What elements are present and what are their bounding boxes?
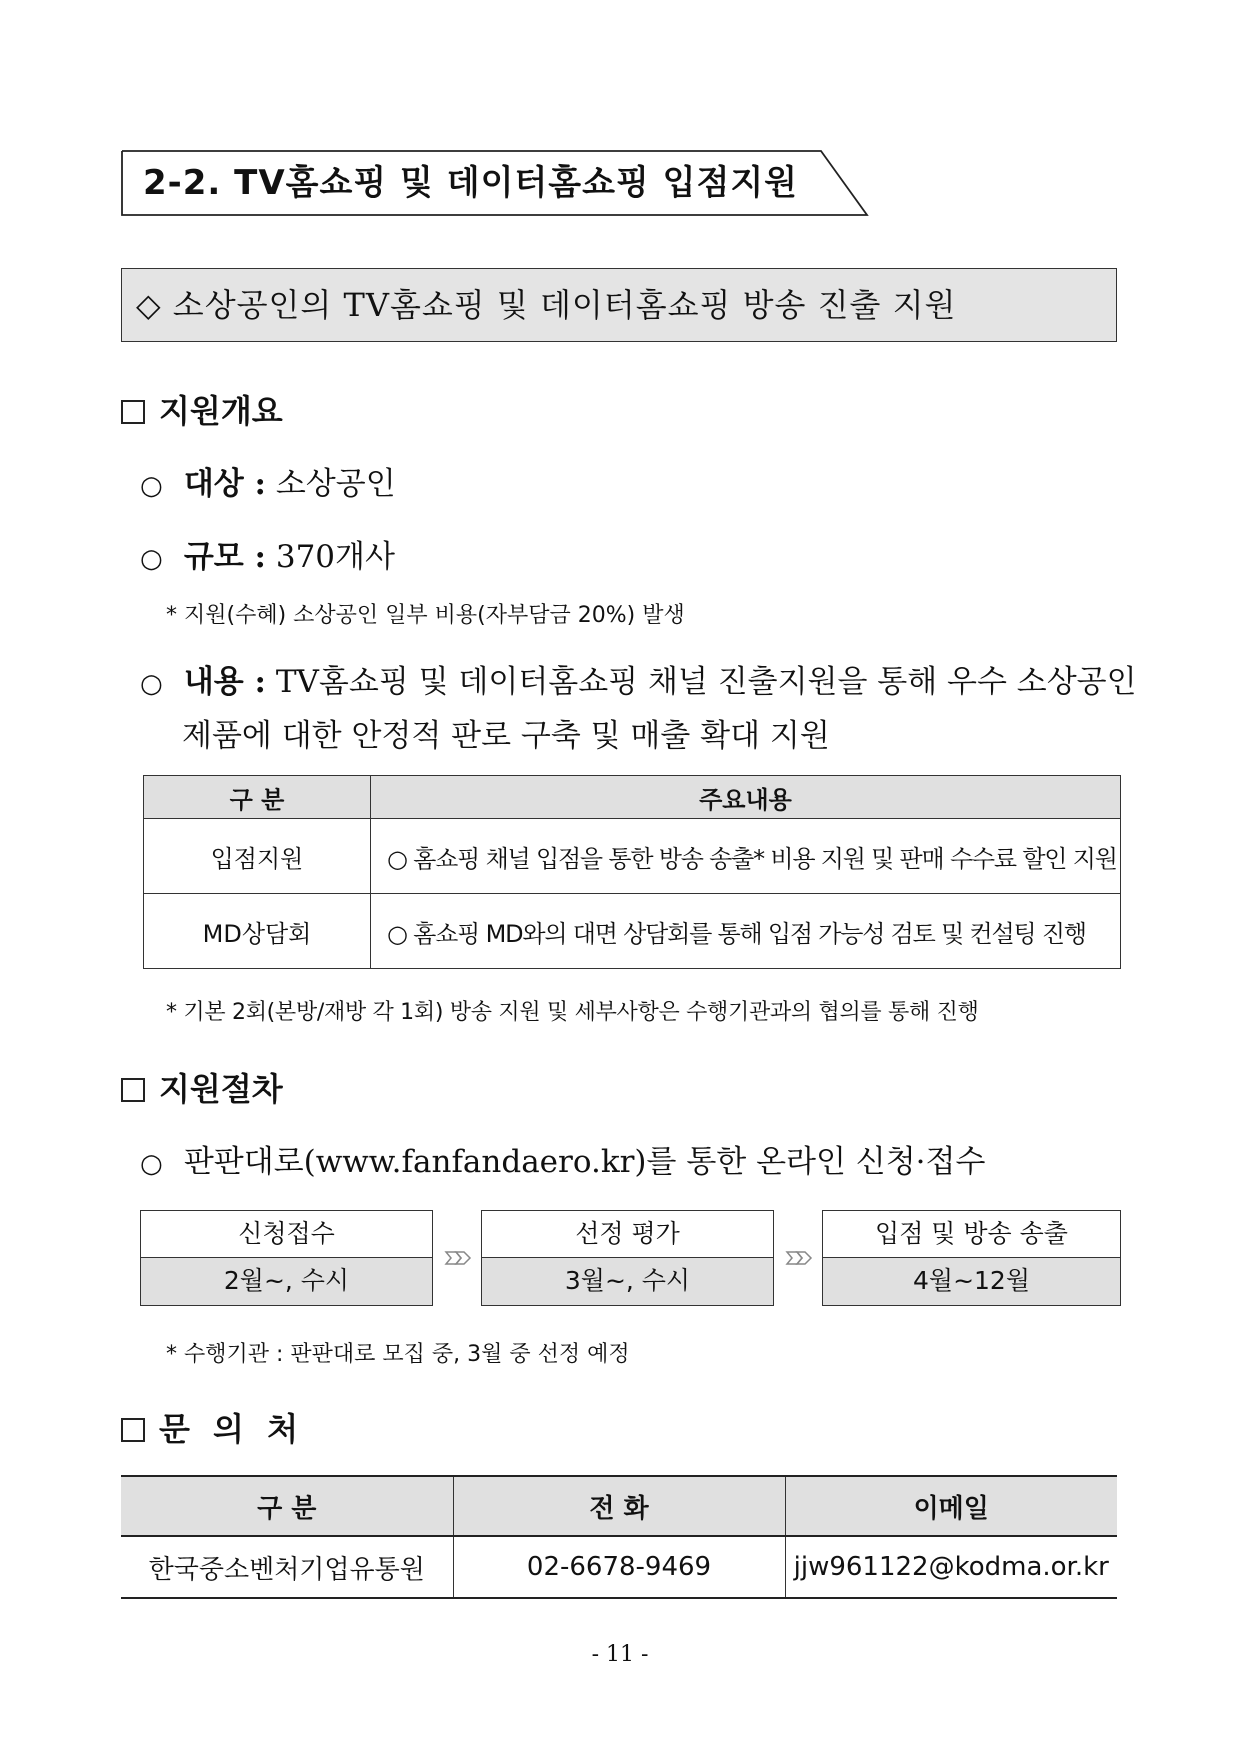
contact-header-category: 구 분 [121,1476,453,1536]
table-header-content: 주요내용 [371,776,1121,819]
contact-header-phone: 전 화 [453,1476,785,1536]
table-header-row [144,776,1121,819]
scale-label: 규모 : [183,539,266,575]
content-line2: 제품에 대한 안정적 판로 구축 및 매출 확대 지원 [182,718,830,754]
table-cell-category: MD상담회 [144,894,371,969]
heading-overview [121,386,283,432]
support-content-table [143,775,1121,969]
process-step-broadcast [822,1210,1121,1306]
checkbox-square-icon [121,400,145,424]
heading-procedure-text: 지원절차 [159,1070,283,1108]
target-label: 대상 : [183,466,266,502]
step-date: 3월~, 수시 [482,1258,773,1305]
section-title: 2-2. TV홈쇼핑 및 데이터홈쇼핑 입점지원 [143,163,799,203]
table-header-category: 구 분 [144,776,371,819]
procedure-note: * 수행기관 : 판판대로 모집 중, 3월 중 선정 예정 [166,1342,630,1367]
table-row [144,894,1121,969]
table-header-row [121,1476,1117,1536]
section-banner: ◇ 소상공인의 TV홈쇼핑 및 데이터홈쇼핑 방송 진출 지원 [121,268,1117,342]
contact-org: 한국중소벤처기업유통원 [121,1536,453,1598]
contact-table [121,1475,1117,1599]
circle-bullet-icon: ○ [140,471,163,501]
circle-bullet-icon: ○ [140,1149,163,1179]
step-label: 입점 및 방송 송출 [823,1211,1120,1258]
table-row [144,819,1121,894]
heading-overview-text: 지원개요 [159,392,283,430]
bullet-procedure [140,1136,985,1181]
heading-procedure [121,1064,283,1110]
checkbox-square-icon [121,1078,145,1102]
scale-value: 370개사 [275,539,395,575]
target-value: 소상공인 [275,466,396,502]
contact-phone: 02-6678-9469 [453,1536,785,1598]
process-step-apply [140,1210,433,1306]
step-date: 4월~12월 [823,1258,1120,1305]
heading-contact-text: 문 의 처 [159,1410,305,1448]
circle-bullet-icon: ○ [140,669,163,699]
table-cell-desc: ○ 홈쇼핑 MD와의 대면 상담회를 통해 입점 가능성 검토 및 컨설팅 진행 [371,894,1121,969]
table-cell-desc: ○ 홈쇼핑 채널 입점을 통한 방송 송출* 비용 지원 및 판매 수수료 할인 지원 [371,819,1121,894]
heading-contact [121,1404,304,1450]
circle-bullet-icon: ○ [140,544,163,574]
contact-email[interactable]: jjw961122@kodma.or.kr [785,1536,1117,1598]
process-step-evaluate [481,1210,774,1306]
bullet-scale [140,531,395,576]
double-arrow-icon [444,1248,472,1268]
table-row [121,1536,1117,1598]
section-title-box [121,150,869,216]
bullet-target [140,458,396,503]
scale-note: * 지원(수혜) 소상공인 일부 비용(자부담금 20%) 발생 [166,603,685,628]
content-line1: TV홈쇼핑 및 데이터홈쇼핑 채널 진출지원을 통해 우수 소상공인 [275,664,1137,700]
checkbox-square-icon [121,1418,145,1442]
page-number: - 11 - [591,1642,649,1667]
step-label: 신청접수 [141,1211,432,1258]
content-label: 내용 : [183,664,266,700]
bullet-content [140,656,1137,701]
contact-header-email: 이메일 [785,1476,1117,1536]
table-cell-category: 입점지원 [144,819,371,894]
table-note: * 기본 2회(본방/재방 각 1회) 방송 지원 및 세부사항은 수행기관과의 협의를 통해 진행 [166,1000,979,1025]
step-label: 선정 평가 [482,1211,773,1258]
double-arrow-icon [785,1248,813,1268]
procedure-text: 판판대로(www.fanfandaero.kr)를 통한 온라인 신청·접수 [183,1144,986,1180]
step-date: 2월~, 수시 [141,1258,432,1305]
